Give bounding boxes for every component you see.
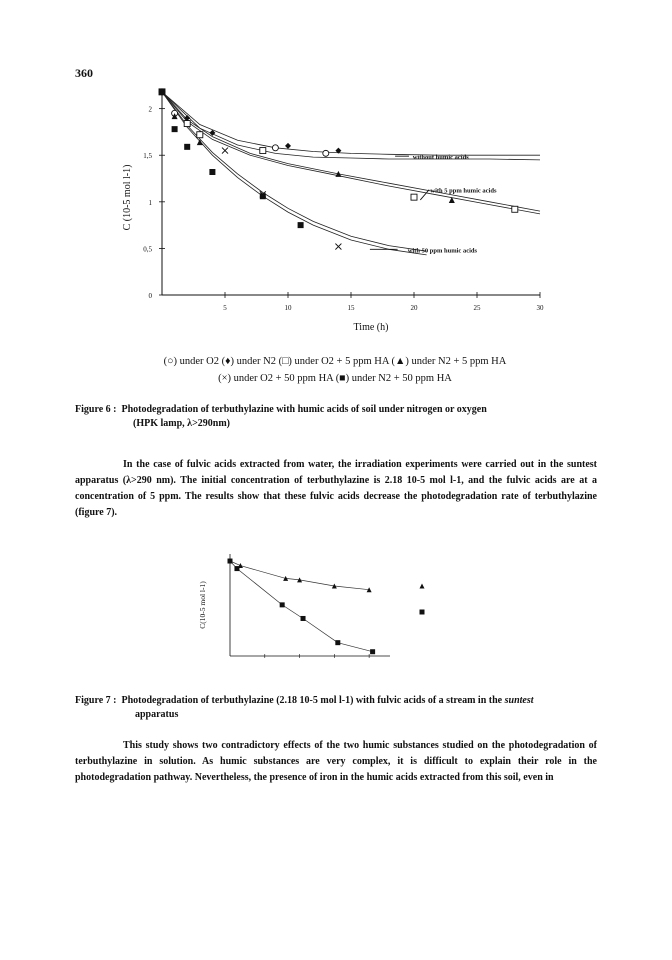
figure6-legend-line2: (×) under O2 + 50 ppm HA (■) under N2 + 50 ppm HA: [218, 373, 452, 384]
filled-square-marker: [260, 193, 266, 199]
figure7-caption-label: Figure 7 :: [75, 695, 117, 706]
filled-square-marker: [370, 649, 375, 654]
filled-square-marker: [335, 640, 340, 645]
x-tick-label: 5: [223, 304, 227, 312]
figure6-caption: [75, 403, 635, 431]
y-axis-label: C(10-5 mol l-1): [198, 581, 207, 629]
cross-marker: [335, 244, 341, 250]
fit-curve: [162, 92, 427, 251]
figure6-legend: [75, 353, 595, 387]
y-tick-label: 2: [148, 105, 152, 114]
annotation-without-ha: without humic acids: [412, 154, 469, 162]
figure7-caption-italic: suntest: [504, 695, 534, 706]
y-tick-label: 1: [148, 198, 152, 207]
filled-square-marker: [301, 616, 306, 621]
open-square-marker: [411, 194, 417, 200]
filled-square-marker: [280, 602, 285, 607]
filled-triangle-marker: [420, 584, 425, 589]
x-tick-label: 15: [347, 304, 355, 312]
y-axis-label: C (10-5 mol l-1): [122, 164, 133, 231]
annotation-5ppm-ha: with 5 ppm humic acids: [430, 187, 497, 195]
paragraph-1: In the case of fulvic acids extracted from water, the irradiation experiments were carried out in the suntest apparatus (λ>290 nm). The initial concentration of terbuthylazine is 2.18 10-5 mol l-1, and the fulvic acids are at a concentration of 5 ppm. The results show that these fulvic acids decrease the photodegradation rate of terbuthylazine (figure 7).: [75, 459, 597, 518]
x-tick-label: 25: [473, 304, 481, 312]
filled-triangle-marker: [197, 139, 203, 145]
filled-square-marker: [172, 126, 178, 132]
filled-square-marker: [209, 169, 215, 175]
figure7-caption: [75, 694, 615, 722]
cross-marker: [222, 148, 228, 154]
open-square-marker: [512, 206, 518, 212]
fit-curve: [162, 92, 540, 155]
annotation-50ppm-ha: with 50 ppm humic acids: [407, 247, 478, 255]
filled-square-marker: [234, 566, 239, 571]
filled-diamond-marker: [285, 143, 291, 149]
filled-square-marker: [159, 89, 165, 95]
page-number: 360: [75, 66, 93, 80]
figure6-legend-line1: (○) under O2 (♦) under N2 (□) under O2 + 5 ppm HA (▲) under N2 + 5 ppm HA: [163, 356, 507, 367]
y-tick-label: 0,5: [143, 245, 152, 254]
paragraph-2: This study shows two contradictory effects of the two humic substances studied on the photodegradation of terbuthylazine in solution. As humic substances are very complex, it is difficult to explain their role in the photodegradation pathway. Nevertheless, the presence of iron in the humic acids extracted from this soil, even in: [75, 740, 597, 783]
filled-square-marker: [298, 222, 304, 228]
filled-square-marker: [228, 559, 233, 564]
figure6-caption-text2: (HPK lamp, λ>290nm): [133, 418, 230, 429]
series-line: [230, 561, 369, 590]
open-square-marker: [184, 121, 190, 127]
figure7-chart: [190, 548, 450, 670]
open-square-marker: [197, 132, 203, 138]
x-tick-label: 20: [410, 304, 418, 312]
figure6-caption-label: Figure 6 :: [75, 404, 117, 415]
y-tick-label: 0: [148, 292, 152, 300]
fit-curve: [162, 92, 540, 214]
filled-square-marker: [184, 144, 190, 150]
figure7-caption-text: Photodegradation of terbuthylazine (2.18 10-5 mol l-1) with fulvic acids of a stream in the: [121, 695, 503, 706]
x-tick-label: 30: [536, 304, 544, 312]
figure6-chart: [100, 80, 560, 335]
y-tick-label: 1,5: [143, 152, 152, 161]
x-axis-label: Time (h): [353, 322, 389, 333]
fit-curve: [162, 92, 540, 160]
annotation-leader: [420, 190, 429, 200]
x-tick-label: 10: [284, 304, 292, 312]
fit-curve: [162, 92, 427, 255]
series-line: [230, 561, 373, 652]
open-circle-marker: [272, 145, 278, 151]
figure6-caption-text: Photodegradation of terbuthylazine with humic acids of soil under nitrogen or oxygen: [121, 404, 487, 415]
open-circle-marker: [323, 150, 329, 156]
open-square-marker: [260, 148, 266, 154]
figure7-caption-text2: apparatus: [135, 709, 179, 720]
filled-square-marker: [420, 610, 425, 615]
